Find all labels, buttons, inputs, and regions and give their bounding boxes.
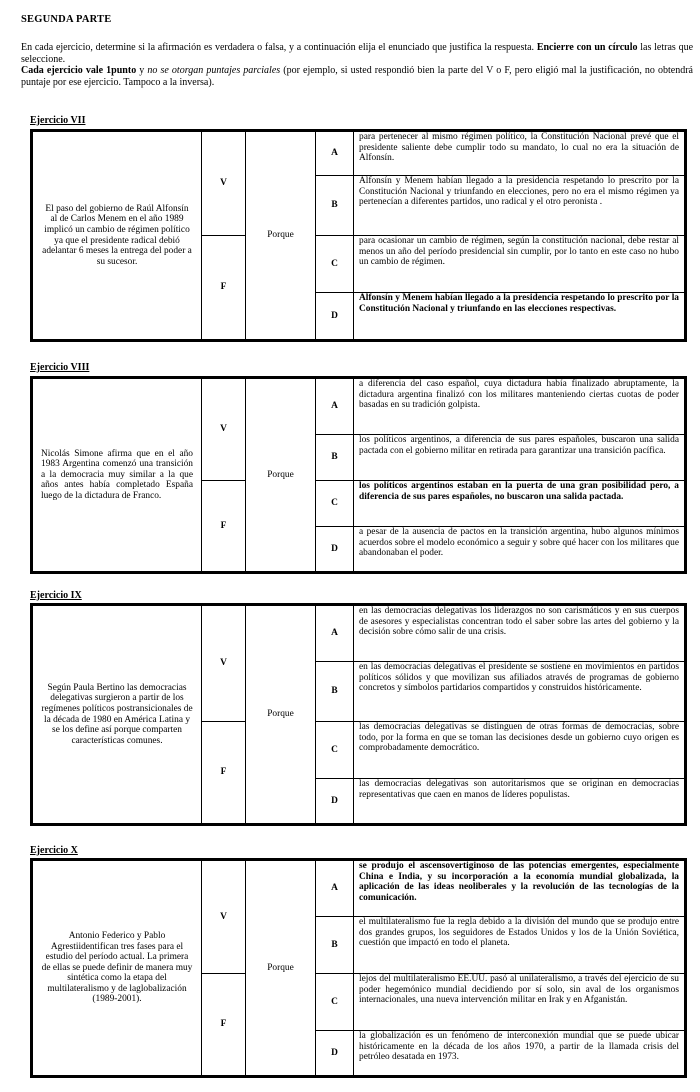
exercise-statement: Según Paula Bertino las democracias delegativas surgieron a partir de los regímenes políticos postransicionales de la década de 1980 en América Latina y se los define así porque comparten características comunes. [32, 605, 202, 825]
exercise-title: Ejercicio VII [30, 115, 86, 126]
option-letter-d[interactable]: D [316, 527, 354, 573]
option-letter-d[interactable]: D [316, 779, 354, 825]
option-text-b: los políticos argentinos, a diferencia de sus pares españoles, buscaron una salida pactada con el gobierno militar en retirada para garantizar una transición pacífica. [354, 435, 686, 481]
porque-label: Porque [246, 860, 316, 1077]
exercise-table [30, 603, 687, 826]
instructions-text: (por ejemplo, si usted respondió bien la parte del V o F, pero eligió mal la justificación, no obtendrá puntaje por ese ejercicio. Tampoco a la inversa). [21, 65, 693, 88]
option-text-c: las democracias delegativas se distinguen de otras formas de democracias, sobre todo, por la forma en que se toman las decisiones desde un gobierno cuyo origen es comprobadamente democrático. [354, 722, 686, 779]
exercise-title: Ejercicio VIII [30, 362, 90, 373]
instructions-text: y [136, 65, 148, 77]
option-text-c: lejos del multilateralismo EE.UU. pasó al unilateralismo, a través del ejercicio de su poder hegemónico mundial decidiendo por sí solo, sin aval de los organismos internacionales, una nueva intervención militar en Irak y en Afganistán. [354, 974, 686, 1031]
option-letter-c[interactable]: C [316, 974, 354, 1031]
false-option[interactable]: F [202, 481, 246, 573]
option-letter-c[interactable]: C [316, 236, 354, 293]
option-letter-b[interactable]: B [316, 176, 354, 236]
option-text-d: la globalización es un fenómeno de interconexión mundial que se puede ubicar históricamente en la década de los años 1970, a partir de la llamada crisis del petróleo desatada en 1973. [354, 1031, 686, 1077]
option-text-b: Alfonsín y Menem habían llegado a la presidencia respetando lo prescrito por la Constitución Nacional y triunfando en elecciones, pero no era el mismo régimen ya pertenecían a diferentes partidos, uno radical y el otro peronista . [354, 176, 686, 236]
option-text-d: Alfonsín y Menem habían llegado a la presidencia respetando lo prescrito por la Constitución Nacional y triunfando en las elecciones respectivas. [354, 293, 686, 341]
instructions-emphasis: Encierre con un círculo [536, 42, 638, 53]
option-text-b: el multilateralismo fue la regla debido a la división del mundo que se produjo entre dos grandes grupos, los seguidores de Estados Unidos y los de la Unión Soviética, cuestión que impactó en todo el planeta. [354, 917, 686, 974]
true-option[interactable]: V [202, 605, 246, 722]
instructions-text: En cada ejercicio, determine si la afirmación es verdadera o falsa, y a continuación elija el enunciado que justifica la respuesta. [21, 42, 537, 53]
porque-label: Porque [246, 131, 316, 341]
option-text-d: a pesar de la ausencia de pactos en la transición argentina, hubo algunos mínimos acuerdos sobre el modelo económico a seguir y sobre qué hacer con los militares que abandonaban el poder. [354, 527, 686, 573]
option-letter-b[interactable]: B [316, 435, 354, 481]
instructions-points: Cada ejercicio vale 1punto [21, 65, 137, 77]
porque-label: Porque [246, 605, 316, 825]
true-option[interactable]: V [202, 860, 246, 974]
option-text-c: los políticos argentinos estaban en la puerta de una gran posibilidad pero, a diferencia de sus pares españoles, no buscaron una salida pactada. [354, 481, 686, 527]
option-letter-d[interactable]: D [316, 1031, 354, 1077]
true-option[interactable]: V [202, 131, 246, 236]
option-letter-c[interactable]: C [316, 481, 354, 527]
exercise-title: Ejercicio IX [30, 590, 82, 601]
false-option[interactable]: F [202, 974, 246, 1077]
option-text-c: para ocasionar un cambio de régimen, según la constitución nacional, debe restar al menos un año del período presidencial sin cumplir, por lo tanto en este caso no hubo un cambio de régimen. [354, 236, 686, 293]
exercise-title: Ejercicio X [30, 845, 78, 856]
option-letter-b[interactable]: B [316, 917, 354, 974]
false-option[interactable]: F [202, 722, 246, 825]
instructions-text: las letras que seleccione. [21, 42, 694, 65]
false-option[interactable]: F [202, 236, 246, 341]
option-text-a: se produjo el ascensovertiginoso de las potencias emergentes, especialmente China e India, y su incorporación a la economía mundial globalizada, la aplicación de las ideas neoliberales y la revolución de las tecnologías de la comunicación. [354, 860, 686, 917]
exercise-table [30, 129, 687, 342]
instructions-italic: no se otorgan puntajes parciales [147, 65, 281, 77]
exercise-table [30, 376, 687, 574]
exercise-statement: Nicolás Simone afirma que en el año 1983 Argentina comenzó una transición a la democracia muy similar a la que años antes había completado España luego de la dictadura de Franco. [32, 378, 202, 573]
option-letter-a[interactable]: A [316, 131, 354, 176]
exercise-statement: Antonio Federico y Pablo Agrestiidentifican tres fases para el estudio del período actual. La primera de ellas se puede definir de manera muy sintética como la etapa del multilateralismo y de laglobalización (1989-2001). [32, 860, 202, 1077]
option-text-b: en las democracias delegativas el presidente se sostiene en movimientos en partidos políticos sólidos y que movilizan sus afiliados através de programas de gobierno concretos y símbolos partidarios compartidos y construidos históricamente. [354, 662, 686, 722]
option-text-d: las democracias delegativas son autoritarismos que se originan en democracias representativas que caen en manos de líderes populistas. [354, 779, 686, 825]
option-text-a: a diferencia del caso español, cuya dictadura había finalizado abruptamente, la dictadura argentina finalizó con los militares manteniendo ciertas cuotas de poder basadas en su tradición golpista. [354, 378, 686, 435]
option-letter-b[interactable]: B [316, 662, 354, 722]
option-text-a: para pertenecer al mismo régimen político, la Constitución Nacional prevé que el presidente saliente debe cumplir todo su mandato, lo cual no era la situación de Alfonsín. [354, 131, 686, 176]
exercise-statement: El paso del gobierno de Raúl Alfonsín al de Carlos Menem en el año 1989 implicó un cambio de régimen político ya que el presidente radical debió adelantar 6 meses la entrega del poder a su sucesor. [32, 131, 202, 341]
section-heading: SEGUNDA PARTE [21, 14, 112, 25]
instructions [21, 42, 693, 88]
option-letter-c[interactable]: C [316, 722, 354, 779]
option-letter-a[interactable]: A [316, 605, 354, 662]
option-letter-a[interactable]: A [316, 378, 354, 435]
option-letter-d[interactable]: D [316, 293, 354, 341]
true-option[interactable]: V [202, 378, 246, 481]
porque-label: Porque [246, 378, 316, 573]
option-text-a: en las democracias delegativas los liderazgos no son carismáticos y en sus cuerpos de asesores y especialistas concentran todo el saber sobre las artes del gobierno y la decisión sobre cómo salir de una crisis. [354, 605, 686, 662]
exercise-table [30, 858, 687, 1078]
option-letter-a[interactable]: A [316, 860, 354, 917]
